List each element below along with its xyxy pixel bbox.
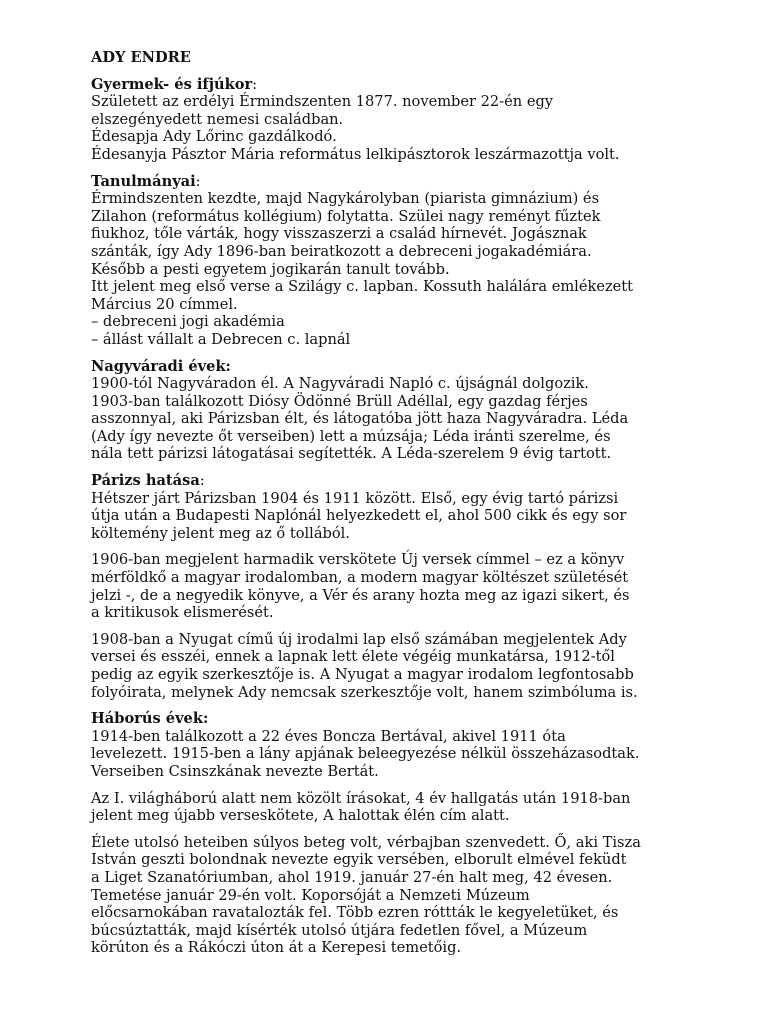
text-line: körúton és a Rákóczi úton át a Kerepesi temetőig. (91, 939, 462, 957)
document-body (91, 76, 676, 957)
section (91, 173, 676, 349)
text-line: Hétszer járt Párizsban 1904 és 1911 között. Első, egy évig tartó párizsi (91, 489, 619, 507)
text-line: 1908-ban a Nyugat című új irodalmi lap első számában megjelentek Ady (91, 630, 627, 648)
text-line: elszegényedett nemesi családban. (91, 110, 344, 128)
text-line: asszonnyal, aki Párizsban élt, és látogatóba jött haza Nagyváradra. Léda (91, 410, 629, 428)
text-line: jelent meg újabb verseskötete, A halottak élén cím alatt. (91, 807, 510, 825)
paragraph (91, 190, 676, 348)
text-line: búcsúztatták, majd kísérték utolsó útjára fedetlen fővel, a Múzeum (91, 921, 588, 939)
paragraph (91, 728, 676, 781)
section (91, 710, 676, 957)
text-line: Született az erdélyi Érmindszenten 1877. november 22-én egy (91, 93, 554, 111)
paragraph (91, 490, 676, 543)
text-line: mérföldkő a magyar irodalomban, a modern magyar költészet születését (91, 569, 629, 587)
text-line: költemény jelent meg az ő tollából. (91, 524, 350, 542)
text-line: (Ady így nevezte őt verseiben) lett a múzsája; Léda iránti szerelme, és (91, 427, 611, 445)
text-line: a kritikusok elismerését. (91, 604, 274, 622)
section-heading-text: Nagyváradi évek: (91, 357, 231, 375)
document-title: ADY ENDRE (91, 49, 191, 66)
text-line: 1914-ben találkozott a 22 éves Boncza Bertával, akivel 1911 óta (91, 727, 566, 745)
text-line: szánták, így Ady 1896-ban beiratkozott a debreceni jogakadémiára. (91, 242, 592, 260)
paragraph (91, 834, 676, 957)
section-heading-text: Párizs hatása (91, 472, 200, 490)
section-heading (91, 358, 676, 376)
text-line: fiukhoz, tőle várták, hogy visszaszerzi a család hírnevét. Jogásznak (91, 225, 587, 243)
section (91, 76, 676, 164)
text-line: jelzi -, de a negyedik könyve, a Vér és arany hozta meg az igazi sikert, és (91, 586, 630, 604)
paragraph (91, 93, 676, 163)
section-heading-suffix: : (195, 172, 201, 190)
section-heading-text: Tanulmányai (91, 172, 196, 190)
text-line: Az I. világháború alatt nem közölt írásokat, 4 év hallgatás után 1918-ban (91, 789, 631, 807)
text-line: Itt jelent meg első verse a Szilágy c. lapban. Kossuth halálára emlékezett (91, 278, 634, 296)
text-line: folyóirata, melynek Ady nemcsak szerkesztője volt, hanem szimbóluma is. (91, 683, 638, 701)
section (91, 358, 676, 464)
text-line: Élete utolsó heteiben súlyos beteg volt, vérbajban szenvedett. Ő, aki Tisza (91, 833, 641, 851)
text-line: István geszti bolondnak nevezte egyik versében, elborult elmével feküdt (91, 851, 627, 869)
text-line: Március 20 címmel. (91, 295, 238, 313)
text-line: nála tett párizsi látogatásai segítették. A Léda-szerelem 9 évig tartott. (91, 445, 612, 463)
section-heading (91, 173, 676, 191)
text-line: Zilahon (református kollégium) folytatta. Szülei nagy reményt fűztek (91, 207, 601, 225)
paragraph (91, 375, 676, 463)
text-line: Verseiben Csinszkának nevezte Bertát. (91, 762, 379, 780)
text-line: Édesanyja Pásztor Mária református lelkipásztorok leszármazottja volt. (91, 145, 620, 163)
paragraph (91, 551, 676, 621)
section-heading-suffix: : (252, 75, 258, 93)
text-line: Temetése január 29-én volt. Koporsóját a Nemzeti Múzeum (91, 886, 530, 904)
text-line: Később a pesti egyetem jogikarán tanult tovább. (91, 260, 450, 278)
paragraph (91, 631, 676, 701)
section-heading-suffix: : (199, 472, 205, 490)
text-line: útja után a Budapesti Naplónál helyezkedett el, ahol 500 cikk és egy sor (91, 507, 627, 525)
paragraph (91, 790, 676, 825)
section-heading-text: Gyermek- és ifjúkor (91, 75, 253, 93)
text-line: – debreceni jogi akadémia (91, 313, 285, 331)
section-heading-text: Háborús évek: (91, 710, 209, 728)
section-heading (91, 472, 676, 490)
section (91, 472, 676, 701)
text-line: 1903-ban találkozott Diósy Ödönné Brüll Adéllal, egy gazdag férjes (91, 392, 588, 410)
text-line: előcsarnokában ravatalozták fel. Több ezren róttták le kegyeletüket, és (91, 904, 619, 922)
text-line: 1906-ban megjelent harmadik verskötete Új versek címmel – ez a könyv (91, 551, 625, 569)
text-line: pedig az egyik szerkesztője is. A Nyugat a magyar irodalom legfontosabb (91, 666, 634, 683)
text-line: a Liget Szanatóriumban, ahol 1919. január 27-én halt meg, 42 évesen. (91, 868, 613, 886)
section-heading (91, 710, 676, 728)
text-line: – állást vállalt a Debrecen c. lapnál (91, 330, 351, 348)
text-line: Édesapja Ady Lőrinc gazdálkodó. (91, 128, 337, 146)
text-line: versei és esszéi, ennek a lapnak lett élete végéig munkatársa, 1912-től (91, 648, 615, 666)
text-line: Érmindszenten kezdte, majd Nagykárolyban (piarista gimnázium) és (91, 190, 600, 208)
text-line: levelezett. 1915-ben a lány apjának beleegyezése nélkül összeházasodtak. (91, 745, 640, 763)
section-heading (91, 76, 676, 94)
document-page (91, 49, 676, 966)
text-line: 1900-tól Nagyváradon él. A Nagyváradi Napló c. újságnál dolgozik. (91, 375, 589, 393)
